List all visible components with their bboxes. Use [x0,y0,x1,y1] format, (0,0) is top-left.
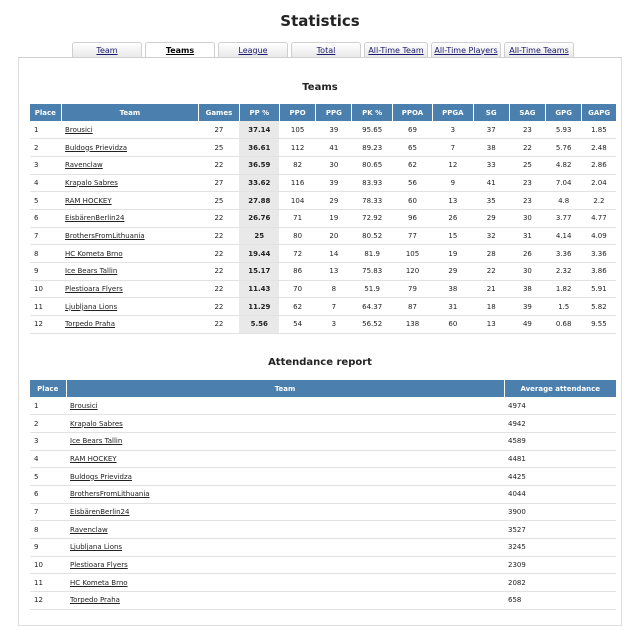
team-link[interactable]: Buldogs Prievidza [65,143,127,152]
stat-cell: 70 [279,280,315,298]
stat-cell: 69 [392,121,432,139]
stat-cell: 39 [316,174,352,192]
teams-column-header: SG [473,104,509,121]
stat-cell: 25 [199,192,239,210]
stat-cell: 64.37 [352,298,392,316]
stat-cell: 22 [199,245,239,263]
team-link[interactable]: Plestioara Flyers [70,561,128,570]
stat-cell: 4.14 [546,227,582,245]
stat-cell: 104 [279,192,315,210]
stat-cell: 31 [509,227,545,245]
stat-cell: 3 [316,316,352,334]
stat-cell: 2.2 [582,192,616,210]
stat-cell: 9 [433,174,473,192]
stat-cell: 22 [509,139,545,157]
stat-cell: 20 [316,227,352,245]
stat-cell: 11.29 [239,298,279,316]
stat-cell: 12 [433,156,473,174]
stat-cell: 22 [199,156,239,174]
stat-cell: 37 [473,121,509,139]
stat-cell: 83.93 [352,174,392,192]
team-cell [66,592,504,610]
stat-cell: 26.76 [239,209,279,227]
stat-cell: 2.48 [582,139,616,157]
teams-column-header: PK % [352,104,392,121]
team-cell [61,209,199,227]
table-row [30,521,616,539]
stat-cell: 138 [392,316,432,334]
table-row [30,209,616,227]
team-cell [66,397,504,415]
page-title: Statistics [280,12,360,30]
team-cell [66,485,504,503]
team-cell [66,503,504,521]
stat-cell: 26 [433,209,473,227]
attendance-cell: 4942 [504,415,616,433]
attendance-cell: 2082 [504,574,616,592]
table-row [30,415,616,433]
stat-cell: 4.82 [546,156,582,174]
team-cell [61,280,199,298]
stat-cell: 30 [509,209,545,227]
stat-cell: 41 [316,139,352,157]
stat-cell: 2.86 [582,156,616,174]
stat-cell: 36.59 [239,156,279,174]
attendance-cell: 4044 [504,485,616,503]
stat-cell: 116 [279,174,315,192]
table-row [30,574,616,592]
teams-column-header: PPG [316,104,352,121]
place-cell: 3 [30,156,61,174]
place-cell: 1 [30,397,66,415]
stat-cell: 80.52 [352,227,392,245]
stat-cell: 15 [433,227,473,245]
table-row [30,192,616,210]
place-cell: 3 [30,432,66,450]
place-cell: 4 [30,450,66,468]
team-cell [61,156,199,174]
teams-section-title: Teams [302,82,338,93]
stat-cell: 25 [239,227,279,245]
attendance-cell: 3245 [504,539,616,557]
stat-cell: 7 [433,139,473,157]
stat-cell: 22 [199,227,239,245]
teams-column-header: PPGA [433,104,473,121]
stat-cell: 27 [199,121,239,139]
stat-cell: 22 [199,209,239,227]
table-row [30,280,616,298]
teams-column-header: Games [199,104,239,121]
stat-cell: 38 [473,139,509,157]
team-link[interactable]: Ice Bears Tallin [65,267,118,276]
stat-cell: 112 [279,139,315,157]
team-link[interactable]: Ravenclaw [70,525,108,534]
stat-cell: 14 [316,245,352,263]
stat-cell: 39 [316,121,352,139]
tab-all-time-team[interactable]: All-Time Team [364,42,428,57]
stat-cell: 22 [199,316,239,334]
stat-cell: 18 [473,298,509,316]
place-cell: 7 [30,503,66,521]
stat-cell: 71 [279,209,315,227]
stat-cell: 27 [199,174,239,192]
place-cell: 7 [30,227,61,245]
stat-cell: 3.77 [546,209,582,227]
place-cell: 9 [30,263,61,281]
attendance-cell: 4481 [504,450,616,468]
team-cell [66,574,504,592]
stat-cell: 39 [509,298,545,316]
team-link[interactable]: Ravenclaw [65,161,103,170]
teams-column-header: PP % [239,104,279,121]
stat-cell: 13 [316,263,352,281]
stat-cell: 31 [433,298,473,316]
stat-cell: 2.04 [582,174,616,192]
stat-cell: 3.86 [582,263,616,281]
stat-cell: 80.65 [352,156,392,174]
table-row [30,174,616,192]
team-link[interactable]: Torpedo Praha [65,320,115,329]
teams-column-header: Place [30,104,61,121]
stat-cell: 29 [433,263,473,281]
table-row [30,316,616,334]
place-cell: 2 [30,139,61,157]
stat-cell: 5.93 [546,121,582,139]
stat-cell: 19.44 [239,245,279,263]
place-cell: 9 [30,539,66,557]
table-row [30,503,616,521]
table-row [30,539,616,557]
stat-cell: 5.91 [582,280,616,298]
table-row [30,397,616,415]
stat-cell: 36.61 [239,139,279,157]
team-link[interactable]: Torpedo Praha [70,596,120,605]
team-link[interactable]: HC Kometa Brno [65,249,123,258]
team-link[interactable]: RAM HOCKEY [70,454,117,463]
stat-cell: 62 [279,298,315,316]
stat-cell: 86 [279,263,315,281]
place-cell: 6 [30,485,66,503]
team-link[interactable]: Brousici [65,125,93,134]
team-cell [66,521,504,539]
stat-cell: 5.76 [546,139,582,157]
stat-cell: 89.23 [352,139,392,157]
stat-cell: 62 [392,156,432,174]
place-cell: 1 [30,121,61,139]
stat-cell: 2.32 [546,263,582,281]
team-cell [61,263,199,281]
table-row [30,468,616,486]
teams-table-header [30,104,616,121]
tab-total[interactable]: Total [291,42,361,57]
attendance-cell: 4589 [504,432,616,450]
tab-bar [72,42,577,57]
stat-cell: 7.04 [546,174,582,192]
stat-cell: 13 [433,192,473,210]
team-cell [61,298,199,316]
stat-cell: 5.82 [582,298,616,316]
stat-cell: 60 [392,192,432,210]
table-row [30,227,616,245]
stat-cell: 11.43 [239,280,279,298]
stat-cell: 15.17 [239,263,279,281]
stat-cell: 38 [433,280,473,298]
stat-cell: 38 [509,280,545,298]
table-row [30,556,616,574]
tab-all-time-teams[interactable]: All-Time Teams [504,42,574,57]
stat-cell: 78.33 [352,192,392,210]
stat-cell: 22 [199,280,239,298]
stat-cell: 29 [473,209,509,227]
stat-cell: 7 [316,298,352,316]
team-cell [61,174,199,192]
stat-cell: 30 [509,263,545,281]
place-cell: 10 [30,280,61,298]
team-link[interactable]: Brousici [70,401,98,410]
attendance-column-header: Team [66,380,504,397]
stat-cell: 81.9 [352,245,392,263]
team-cell [66,468,504,486]
place-cell: 12 [30,592,66,610]
stat-cell: 28 [473,245,509,263]
stat-cell: 1.5 [546,298,582,316]
place-cell: 8 [30,245,61,263]
stat-cell: 9.55 [582,316,616,334]
tab-all-time-players[interactable]: All-Time Players [431,42,501,57]
attendance-cell: 658 [504,592,616,610]
stat-cell: 33 [473,156,509,174]
attendance-cell: 4974 [504,397,616,415]
stat-cell: 4.8 [546,192,582,210]
stat-cell: 60 [433,316,473,334]
stat-cell: 21 [473,280,509,298]
stat-cell: 23 [509,174,545,192]
place-cell: 5 [30,468,66,486]
table-row [30,485,616,503]
team-link[interactable]: Plestioara Flyers [65,285,123,294]
attendance-table-header [30,380,616,397]
attendance-cell: 2309 [504,556,616,574]
place-cell: 5 [30,192,61,210]
stat-cell: 105 [392,245,432,263]
stat-cell: 3.36 [582,245,616,263]
team-cell [61,227,199,245]
stat-cell: 41 [473,174,509,192]
place-cell: 11 [30,574,66,592]
teams-column-header: PPOA [392,104,432,121]
teams-column-header: GAPG [582,104,616,121]
team-link[interactable]: BrothersFromLithuania [65,231,145,240]
stat-cell: 26 [509,245,545,263]
team-cell [61,121,199,139]
place-cell: 8 [30,521,66,539]
attendance-cell: 4425 [504,468,616,486]
stat-cell: 4.77 [582,209,616,227]
stat-cell: 56 [392,174,432,192]
team-link[interactable]: Ice Bears Tallin [70,437,123,446]
stat-cell: 72 [279,245,315,263]
place-cell: 11 [30,298,61,316]
stat-cell: 79 [392,280,432,298]
stat-cell: 120 [392,263,432,281]
team-link[interactable]: Ljubljana Lions [65,302,118,311]
team-link[interactable]: Ljubljana Lions [70,543,123,552]
team-link[interactable]: Buldogs Prievidza [70,472,132,481]
stat-cell: 29 [316,192,352,210]
teams-column-header: Team [61,104,199,121]
team-link[interactable]: EisbärenBerlin24 [65,214,125,223]
stat-cell: 54 [279,316,315,334]
stat-cell: 30 [316,156,352,174]
stat-cell: 95.65 [352,121,392,139]
team-cell [66,432,504,450]
team-link[interactable]: Krapalo Sabres [70,419,123,428]
stat-cell: 37.14 [239,121,279,139]
teams-column-header: GPG [546,104,582,121]
stat-cell: 96 [392,209,432,227]
team-cell [66,450,504,468]
tab-team[interactable]: Team [72,42,142,57]
teams-column-header: SAG [509,104,545,121]
attendance-column-header: Place [30,380,66,397]
stat-cell: 87 [392,298,432,316]
stat-cell: 27.88 [239,192,279,210]
stat-cell: 22 [199,298,239,316]
team-link[interactable]: Krapalo Sabres [65,178,118,187]
table-row [30,592,616,610]
teams-column-header: PPO [279,104,315,121]
table-row [30,121,616,139]
table-row [30,263,616,281]
tab-league[interactable]: League [218,42,288,57]
team-link[interactable]: RAM HOCKEY [65,196,112,205]
stat-cell: 80 [279,227,315,245]
team-link[interactable]: EisbärenBerlin24 [70,507,130,516]
attendance-section-title: Attendance report [268,357,372,368]
stat-cell: 75.83 [352,263,392,281]
team-cell [66,556,504,574]
table-row [30,432,616,450]
attendance-table [30,380,616,610]
team-cell [61,245,199,263]
place-cell: 12 [30,316,61,334]
team-cell [61,192,199,210]
stat-cell: 35 [473,192,509,210]
stat-cell: 3 [433,121,473,139]
attendance-cell: 3527 [504,521,616,539]
stat-cell: 22 [473,263,509,281]
stat-cell: 3.36 [546,245,582,263]
stat-cell: 32 [473,227,509,245]
table-row [30,139,616,157]
stat-cell: 4.09 [582,227,616,245]
place-cell: 4 [30,174,61,192]
place-cell: 10 [30,556,66,574]
stat-cell: 25 [199,139,239,157]
stat-cell: 13 [473,316,509,334]
stat-cell: 56.52 [352,316,392,334]
stat-cell: 19 [316,209,352,227]
stat-cell: 49 [509,316,545,334]
stat-cell: 8 [316,280,352,298]
stat-cell: 82 [279,156,315,174]
stat-cell: 51.9 [352,280,392,298]
stat-cell: 23 [509,192,545,210]
table-row [30,298,616,316]
team-cell [61,139,199,157]
stat-cell: 0.68 [546,316,582,334]
place-cell: 2 [30,415,66,433]
stat-cell: 5.56 [239,316,279,334]
attendance-cell: 3900 [504,503,616,521]
team-link[interactable]: HC Kometa Brno [70,578,128,587]
stat-cell: 1.85 [582,121,616,139]
team-cell [66,539,504,557]
stat-cell: 72.92 [352,209,392,227]
stat-cell: 19 [433,245,473,263]
team-link[interactable]: BrothersFromLithuania [70,490,150,499]
teams-table [30,104,616,334]
stat-cell: 105 [279,121,315,139]
stat-cell: 77 [392,227,432,245]
table-row [30,245,616,263]
stat-cell: 65 [392,139,432,157]
stat-cell: 22 [199,263,239,281]
stat-cell: 1.82 [546,280,582,298]
stat-cell: 25 [509,156,545,174]
place-cell: 6 [30,209,61,227]
tab-teams[interactable]: Teams [145,42,215,58]
stat-cell: 33.62 [239,174,279,192]
team-cell [61,316,199,334]
table-row [30,156,616,174]
stat-cell: 23 [509,121,545,139]
attendance-column-header: Average attendance [504,380,616,397]
table-row [30,450,616,468]
team-cell [66,415,504,433]
